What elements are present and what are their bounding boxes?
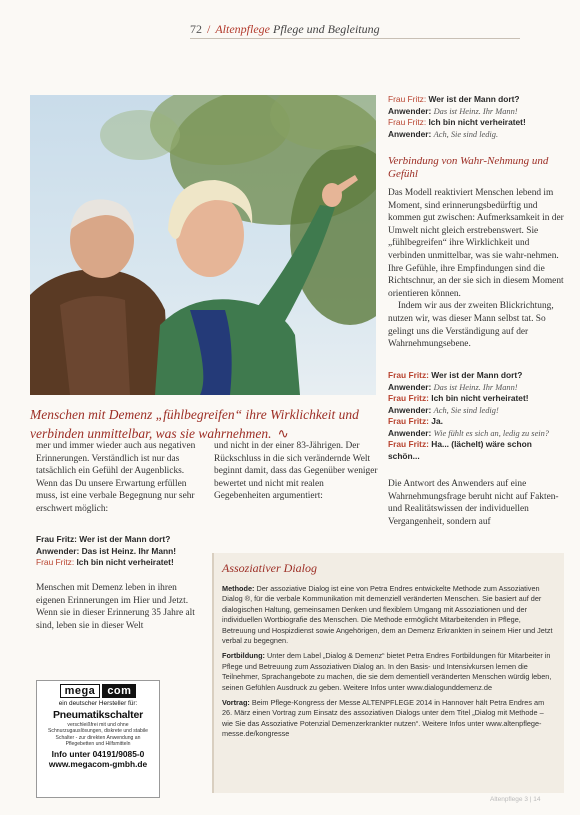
box-label: Vortrag:: [222, 698, 250, 708]
dialog-speaker: Frau Fritz:: [36, 534, 77, 544]
dialog-speaker: Frau Fritz:: [388, 416, 429, 426]
dialog-block: [388, 94, 564, 140]
dialog-line: [388, 382, 564, 394]
ad-tagline: ein deutscher Hersteller für:: [58, 700, 138, 707]
left-paragraph-1: mer und immer wieder auch aus negativen Erinnerungen. Verständlich ist nur das tatsächlich ein Gefühl der Augenblicks. Wenn das Du unsere Erwartung erfüllen muss, ist eine verbale Begegnung nur sehr erschwert möglich:: [36, 441, 196, 514]
right-column-bottom: [388, 478, 564, 554]
caption-text: Menschen mit Demenz „fühlbegreifen“ ihre Wirklichkeit und verbinden unmittelbar, was sie wahrnehmen.: [30, 407, 359, 441]
dialog-text: Ich bin nicht verheiratet!: [428, 117, 526, 127]
box-text: Beim Pflege-Kongress der Messe ALTENPFLEGE 2014 in Hannover hält Petra Endres am 26. März einen Vortrag zum Einsatz des assoziativen Dialogs unter dem Titel „Dialog mit Methode – wie Sie das Assoziative Potenzial Demenzerkrankter nutzen“. Weitere Infos unter www.altenpflege-messe.de/kongresse: [222, 698, 545, 739]
right-paragraph-3: Die Antwort des Anwenders auf eine Wahrnehmungsfrage beruht nicht auf Fakten- und Realitätswissen der individuellen Vergangenheit, sondern auf: [388, 479, 559, 527]
dialog-speaker: Frau Fritz:: [36, 557, 75, 567]
right-subhead: Verbindung von Wahr-Nehmung und Gefühl: [388, 155, 549, 180]
box-label: Fortbildung:: [222, 651, 265, 661]
ad-web-link[interactable]: www.megacom-gmbh.de: [48, 759, 148, 770]
megacom-logo: [41, 684, 155, 698]
dialog-text: Wer ist der Mann dort?: [431, 370, 523, 380]
ornament-icon: ∿: [277, 426, 289, 441]
photo-illustration: [30, 95, 376, 395]
dialog-speaker: Frau Fritz:: [388, 370, 429, 380]
middle-column: [214, 440, 380, 510]
dialog-text: Ha... (lächelt) wäre schon schön...: [388, 439, 532, 461]
right-paragraph-2: Indem wir aus der zweiten Blickrichtung, nutzen wir, was dieser Mann selbst tat. So gelingt uns die Verständigung auf der Wahrnehmungsebene.: [388, 301, 554, 350]
dialog-speaker: Anwender:: [388, 404, 432, 415]
dialog-text: Das ist Heinz. Ihr Mann!: [433, 382, 518, 392]
dialog-line: [36, 557, 204, 569]
logo-part-right: com: [102, 684, 136, 698]
dialog-text: Ach, Sie sind ledig.: [433, 129, 499, 139]
ad-phone: Info unter 04191/9085-0: [51, 749, 145, 760]
left-paragraph-2: Menschen mit Demenz leben in ihren eigenen Erinnerungen im Hier und Jetzt. Wenn sie in dieser Erinnerung 35 Jahre alt sind, leben sie in dieser Welt: [36, 583, 195, 631]
info-box-assoziativer-dialog: [212, 553, 564, 793]
photo-caption: [30, 405, 376, 443]
dialog-speaker: Frau Fritz:: [388, 117, 427, 127]
dialog-line: [388, 370, 564, 382]
box-paragraph-vortrag: [222, 698, 556, 740]
dialog-line: [388, 106, 564, 118]
dialog-text: Ich bin nicht verheiratet!: [431, 393, 529, 403]
right-paragraph-1: Das Modell reaktiviert Menschen lebend im Moment, sind erinnerungsbedürftig und kommen gut zwischen: Aufmerksamkeit in der Umwelt nicht gleich erstrebenswert. Sie „fühlbegreifen“ ihre Wirklichkeit und verbinden unmittelbar, was sie wahr-nehmen. Ihre Gefühle, ihre Empfindungen sind die Richtschnur, an der sie sich in diesem Moment orientieren können.: [388, 188, 564, 299]
header-section: Altenpflege: [215, 22, 270, 36]
right-column: [388, 150, 564, 372]
dialog-line: [36, 534, 204, 546]
header-subtitle: Pflege und Begleitung: [273, 22, 380, 36]
dialog-line: [388, 117, 564, 129]
middle-paragraph-1: und nicht in der einer 83-Jährigen. Der Rückschluss in die sich verändernde Welt beginnt damit, dass das Gegenüber weniger bewertet und nicht mit realen Gegebenheiten argumentiert:: [214, 441, 378, 502]
right-top-dialog: [388, 94, 564, 154]
dialog-line: [388, 439, 564, 462]
dialog-speaker: Anwender:: [388, 427, 432, 438]
page-number: 72: [190, 22, 202, 36]
box-text: Der assoziative Dialog ist eine von Petra Endres entwickelte Methode zum Assoziativen Dialog ®, für die verbale Kommunikation mit demenziell veränderten Menschen. Sie basiert auf der dialogischen Haltung, gemeinsamen Denken und flexiblem Umgang mit Assoziationen und der individuellen Wortbiografie des Menschen. Die Methode ermöglicht Mitarbeitenden in Pflege, Betreuung und Hospizdienst sowie Angehörigen, dem an Demenz Erkrankten in seinem Hier und Jetzt verbal zu begegnen.: [222, 584, 553, 646]
dialog-text: Ach, Sie sind ledig!: [433, 405, 499, 415]
left-dialog: [36, 534, 204, 574]
dialog-text: Wer ist der Mann dort?: [79, 534, 171, 544]
dialog-text: Das ist Heinz. Ihr Mann!: [81, 545, 177, 556]
dialog-speaker: Frau Fritz:: [388, 439, 429, 449]
dialog-text: Ja.: [431, 416, 443, 426]
dialog-text: Das ist Heinz. Ihr Mann!: [433, 106, 518, 116]
dialog-speaker: Anwender:: [388, 105, 432, 116]
dialog-speaker: Anwender:: [388, 381, 432, 392]
dialog-text: Wie fühlt es sich an, ledig zu sein?: [433, 428, 549, 438]
dialog-line: [388, 416, 564, 428]
dialog-block: [36, 534, 204, 569]
box-paragraph-methode: [222, 584, 556, 646]
page-header: [190, 22, 490, 37]
dialog-line: [388, 94, 564, 106]
dialog-line: [36, 546, 204, 558]
dialog-text: Wer ist der Mann dort?: [428, 94, 520, 104]
dialog-line: [388, 129, 564, 141]
box-paragraph-fortbildung: [222, 651, 556, 693]
dialog-block: [388, 370, 564, 462]
advertisement-megacom[interactable]: [36, 680, 160, 798]
dialog-line: [388, 393, 564, 405]
dialog-speaker: Anwender:: [36, 545, 80, 556]
ad-description: verschleißfrei mit und ohne Schnurzugauslösungen, diskrete und stabile Schalter - zur direkten Anwendung an Pflegebetten und Hilfsmitteln: [48, 722, 148, 747]
box-title: Assoziativer Dialog: [222, 561, 317, 575]
dialog-line: [388, 405, 564, 417]
dialog-text: Ich bin nicht verheiratet!: [76, 557, 174, 567]
logo-part-left: mega: [60, 684, 101, 698]
left-column-2: [36, 582, 204, 632]
dialog-speaker: Anwender:: [388, 128, 432, 139]
page-footer: Altenpflege 3 | 14: [490, 796, 541, 803]
dialog-speaker: Frau Fritz:: [388, 393, 429, 403]
dialog-speaker: Frau Fritz:: [388, 94, 427, 104]
box-label: Methode:: [222, 584, 255, 593]
photo-couple-outdoors: [30, 95, 376, 395]
left-column: [36, 440, 204, 534]
box-text: Unter dem Label „Dialog & Demenz“ bietet Petra Endres Fortbildungen für Mitarbeiter in Pflege und Betreuung zum Assoziativen Dialog an. In den Basis- und Intensivkursen lernen die Teilnehmer, Sprachangebote zu machen, die sie dem dementiell veränderten Menschen würdig leben, seinen Gefühlen Ausdruck zu geben. Weitere Infos unter www.dialogunddemenz.de: [222, 651, 552, 692]
header-separator: /: [207, 22, 211, 36]
dialog-line: [388, 428, 564, 440]
right-mid-dialog: [388, 370, 564, 470]
header-rule: [190, 38, 520, 39]
ad-product: Pneumatikschalter: [53, 709, 143, 721]
